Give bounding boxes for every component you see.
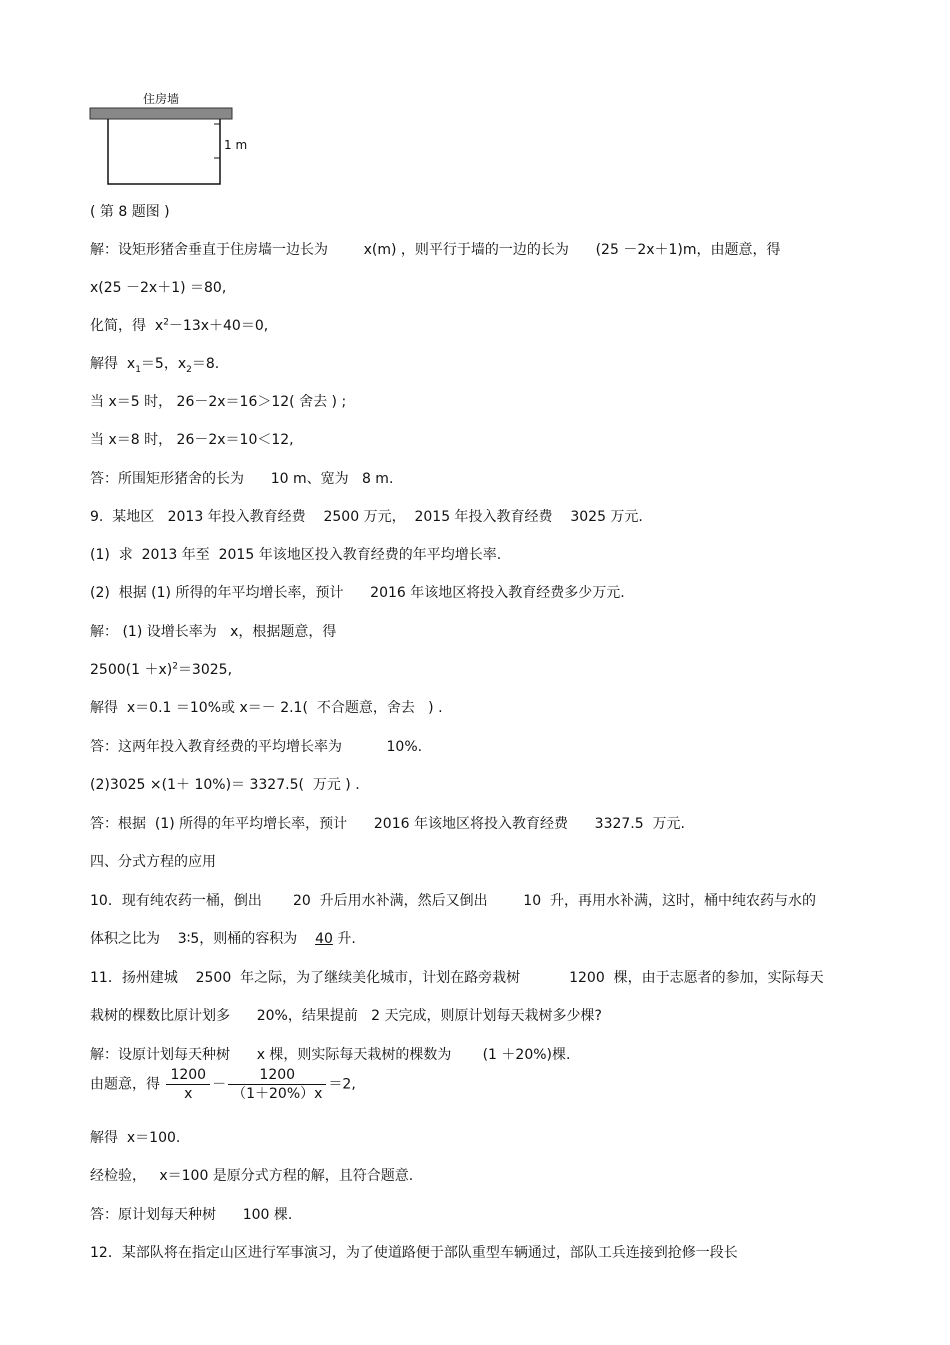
solution-line: 解： (1) 设增长率为 x，根据题意，得 (90, 624, 337, 640)
answer-line: 答：原计划每天种树 100 棵. (90, 1207, 293, 1223)
equation-line: x(25 －2x＋1) ＝80, (90, 280, 227, 296)
section-heading: 四、分式方程的应用 (90, 854, 216, 870)
question-9: 9. 某地区 2013 年投入教育经费 2500 万元， 2015 年投入教育经费 3025 万元. (90, 509, 643, 525)
fraction-equation: 由题意，得 $\frac{1200}{x}$ － $\frac{1200}{(1+20\%)x}$ ＝2, (90, 1067, 356, 1102)
question-9-part-2: (2) 根据 (1) 所得的年平均增长率，预计 2016 年该地区将投入教育经费多少万元. (90, 585, 625, 601)
solution-line: 解：设矩形猪舍垂直于住房墙一边长为 x(m) ，则平行于墙的一边的长为 (25 －2x＋1)m，由题意，得 (90, 242, 781, 258)
solution-line: 解得 x＝0.1 ＝10%或 x＝－ 2.1( 不合题意，舍去 ) . (90, 700, 443, 716)
question-11: 11．扬州建城 2500 年之际，为了继续美化城市，计划在路旁栽树 1200 棵，由于志愿者的参加，实际每天 (90, 970, 824, 986)
solution-line: 解得 x＝100. (90, 1130, 181, 1146)
question-10-continued: 体积之比为 3∶5，则桶的容积为 40 升. (90, 931, 356, 947)
solution-line: 经检验， x＝100 是原分式方程的解，且符合题意. (90, 1168, 414, 1184)
fraction-2: $\frac{1200}{(1+20\%)x}$ (228, 1066, 326, 1103)
equation-line: 化简，得 $x^2-13x+40=0$, (90, 317, 269, 334)
house-wall (90, 108, 232, 119)
wall-label: 住房墙 (143, 92, 180, 106)
question-10: 10．现有纯农药一桶，倒出 20 升后用水补满，然后又倒出 10 升，再用水补满，这时，桶中纯农药与水的 (90, 893, 816, 909)
solution-line: 当 x＝5 时， 26－2x＝16＞12( 舍去 ) ; (90, 394, 347, 410)
solution-line: 当 x＝8 时， 26－2x＝10＜12, (90, 432, 294, 448)
pigsty-diagram (88, 88, 258, 188)
answer-line: 答：所围矩形猪舍的长为 10 m、宽为 8 m. (90, 471, 394, 487)
figure-caption: ( 第 8 题图 ) (90, 204, 170, 220)
question-9-part-1: (1) 求 2013 年至 2015 年该地区投入教育经费的年平均增长率. (90, 547, 502, 563)
pigsty-outline (108, 119, 220, 184)
equation-line: $2500(1 +x)^2=3025$, (90, 661, 233, 678)
question-12: 12．某部队将在指定山区进行军事演习，为了使道路便于部队重型车辆通过，部队工兵连接到抢修一段长 (90, 1245, 738, 1261)
solution-line: (2)3025 ×(1＋ 10%)＝ 3327.5( 万元 ) . (90, 777, 360, 793)
answer-line: 答：根据 (1) 所得的年平均增长率，预计 2016 年该地区将投入教育经费 3327.5 万元. (90, 816, 685, 832)
equation-line: 解得 $x_1=5$，$x_2=8$. (90, 356, 220, 375)
solution-line: 解：设原计划每天种树 x 棵，则实际每天栽树的棵数为 (1 ＋20%)棵. (90, 1047, 571, 1063)
answer-line: 答：这两年投入教育经费的平均增长率为 10%. (90, 739, 423, 755)
question-11-continued: 栽树的棵数比原计划多 20%，结果提前 2 天完成，则原计划每天栽树多少棵? (90, 1008, 602, 1024)
fraction-1: $\frac{1200}{x}$ (166, 1066, 210, 1103)
gap-dimension-label: 1 m (224, 138, 248, 152)
answer-blank: 40 (315, 931, 333, 947)
